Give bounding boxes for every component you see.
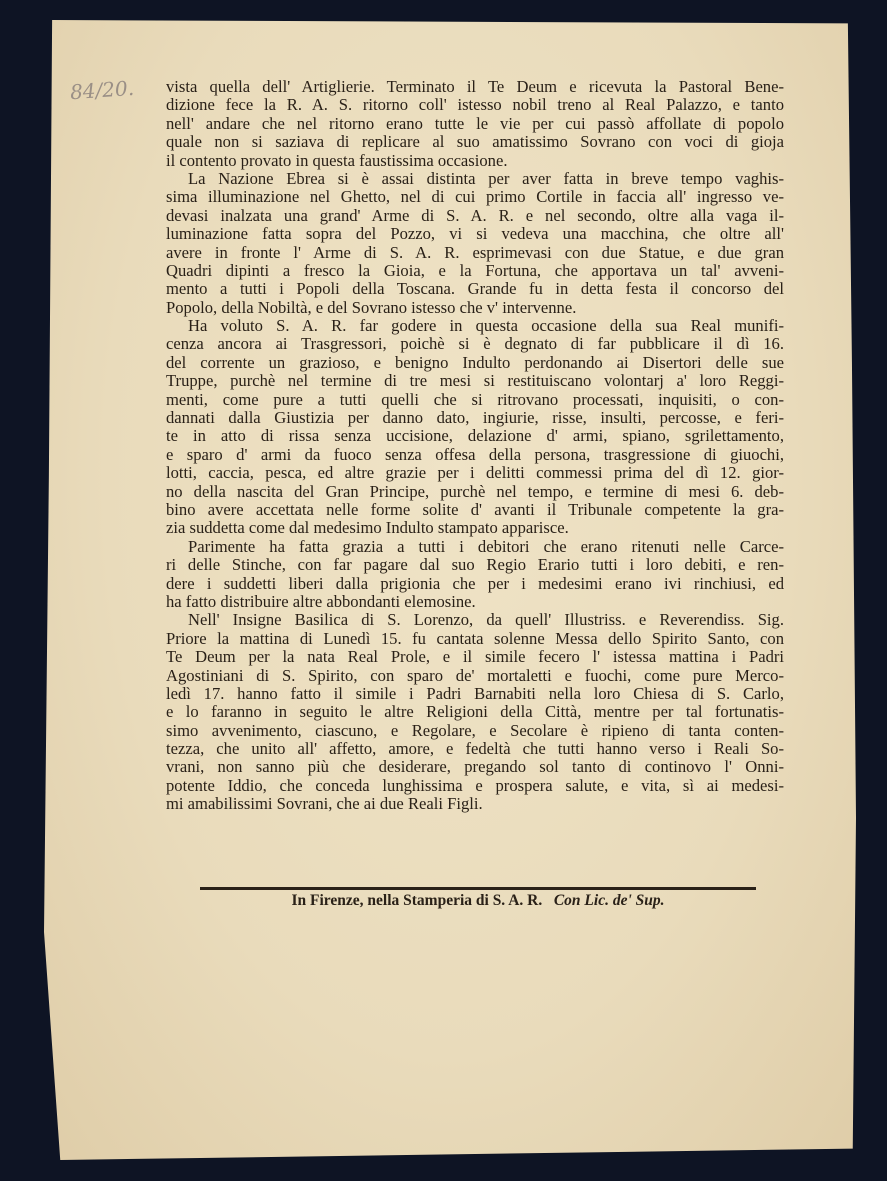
text-line: vista quella dell' Artiglierie. Terminato il Te Deum e ricevuta la Pastoral Bene- (166, 77, 784, 96)
text-line: zia suddetta come dal medesimo Indulto stampato apparisce. (166, 518, 569, 538)
text-line: no della nascita del Gran Principe, purchè nel tempo, e termine di mesi 6. deb- (166, 481, 784, 501)
text-line: lotti, caccia, pesca, ed altre grazie per i delitti commessi prima del dì 12. gior- (166, 463, 784, 483)
text-line: Priore la mattina di Lunedì 15. fu cantata solenne Messa dello Spirito Santo, con (166, 628, 784, 648)
text-line: nell' andare che nel ritorno erano tutte le vie per cui passò affollate di popolo (166, 113, 784, 133)
text-line: Popolo, della Nobiltà, e del Sovrano istesso che v' intervenne. (166, 297, 577, 317)
text-line: mento a tutti i Popoli della Toscana. Grande fu in detta festa il concorso del (166, 279, 784, 299)
text-line: devasi inalzata una grand' Arme di S. A. R. e nel secondo, oltre alla vaga il- (166, 205, 784, 225)
text-line: il contento provato in questa faustissima occasione. (166, 150, 508, 170)
text-line: Te Deum per la nata Real Prole, e il simile fecero l' istessa mattina i Padri (166, 647, 784, 667)
text-line: Agostiniani di S. Spirito, con sparo de' mortaletti e fuochi, come pure Merco- (166, 665, 784, 685)
text-line: e sparo d' armi da fuoco senza offesa della persona, trasgressione di giuochi, (166, 444, 784, 464)
text-line: simo avvenimento, ciascuno, e Regolare, e Secolare è ripieno di tanta conten- (166, 720, 784, 740)
text-line: sima illuminazione nel Ghetto, nel di cui primo Cortile in faccia all' ingresso ve- (166, 187, 784, 207)
text-line: e lo faranno in seguito le altre Religioni della Città, mentre per tal fortunatis- (166, 702, 784, 722)
text-line: Nell' Insigne Basilica di S. Lorenzo, da quell' Illustriss. e Reverendiss. Sig. (188, 610, 784, 630)
text-line: del corrente un grazioso, e benigno Indulto perdonando ai Disertori delle sue (166, 352, 784, 372)
text-line: bino avere accettata nelle forme solite d' avanti il Tribunale competente la gra- (166, 499, 784, 519)
handwritten-margin-note: 84/20. (69, 75, 135, 105)
text-line: mi amabilissimi Sovrani, che ai due Reali Figli. (166, 794, 483, 814)
text-line: dere i suddetti liberi dalla prigionia che per i medesimi erano ivi rinchiusi, ed (166, 573, 784, 593)
text-line: te in atto di rissa senza uccisione, delazione d' armi, spiano, sgrilettamento, (166, 426, 784, 446)
text-line: vrani, non sanno più che desiderare, pregando sol tanto di continovo l' Onni- (166, 757, 784, 777)
text-line: quale non si saziava di replicare al suo amatissimo Sovrano con voci di gioja (166, 132, 784, 152)
text-line: potente Iddio, che conceda lunghissima e prospera salute, e vita, sì ai medesi- (166, 775, 784, 795)
text-line: tezza, che unito all' affetto, amore, e fedeltà che tutti hanno verso i Reali So- (166, 739, 784, 759)
text-line: La Nazione Ebrea si è assai distinta per aver fatta in breve tempo vaghis- (188, 168, 784, 188)
text-line: ha fatto distribuire altre abbondanti elemosine. (166, 591, 476, 611)
text-line: Ha voluto S. A. R. far godere in questa occasione della sua Real munifi- (188, 316, 784, 336)
text-line: ri delle Stinche, con far pagare dal suo Regio Erario tutti i loro debiti, e ren- (166, 555, 784, 575)
text-line: dannati dalla Giustizia per danno dato, ingiurie, risse, insulti, percosse, e feri- (166, 408, 784, 428)
text-line: Parimente ha fatta grazia a tutti i debitori che erano ritenuti nelle Carce- (188, 536, 784, 556)
text-line: dizione fece la R. A. S. ritorno coll' istesso nobil treno al Real Palazzo, e tanto (166, 95, 784, 115)
footer-rule (200, 887, 756, 890)
document-body (166, 78, 784, 814)
text-line: menti, come pure a tutti quelli che si ritrovano processati, inquisiti, o con- (166, 389, 784, 409)
text-line: ledì 17. hanno fatto il simile i Padri Barnabiti nella loro Chiesa di S. Carlo, (166, 683, 784, 703)
imprint (200, 892, 756, 910)
imprint-main: In Firenze, nella Stamperia di S. A. R. (291, 892, 543, 909)
text-line: Quadri dipinti a fresco la Gioia, e la Fortuna, che apportava un tal' avveni- (166, 260, 784, 280)
text-line: Truppe, purchè nel termine di tre mesi si restituiscano volontarj a' loro Reggi- (166, 371, 784, 391)
text-line: luminazione fatta sopra del Pozzo, vi si vedeva una macchina, che oltre all' (166, 224, 784, 244)
imprint-license: Con Lic. de' Sup. (553, 892, 665, 909)
text-line: avere in fronte l' Arme di S. A. R. esprimevasi con due Statue, e due gran (166, 242, 784, 262)
text-line: cenza ancora ai Trasgressori, poichè si è degnato di far pubblicare il dì 16. (166, 334, 784, 354)
